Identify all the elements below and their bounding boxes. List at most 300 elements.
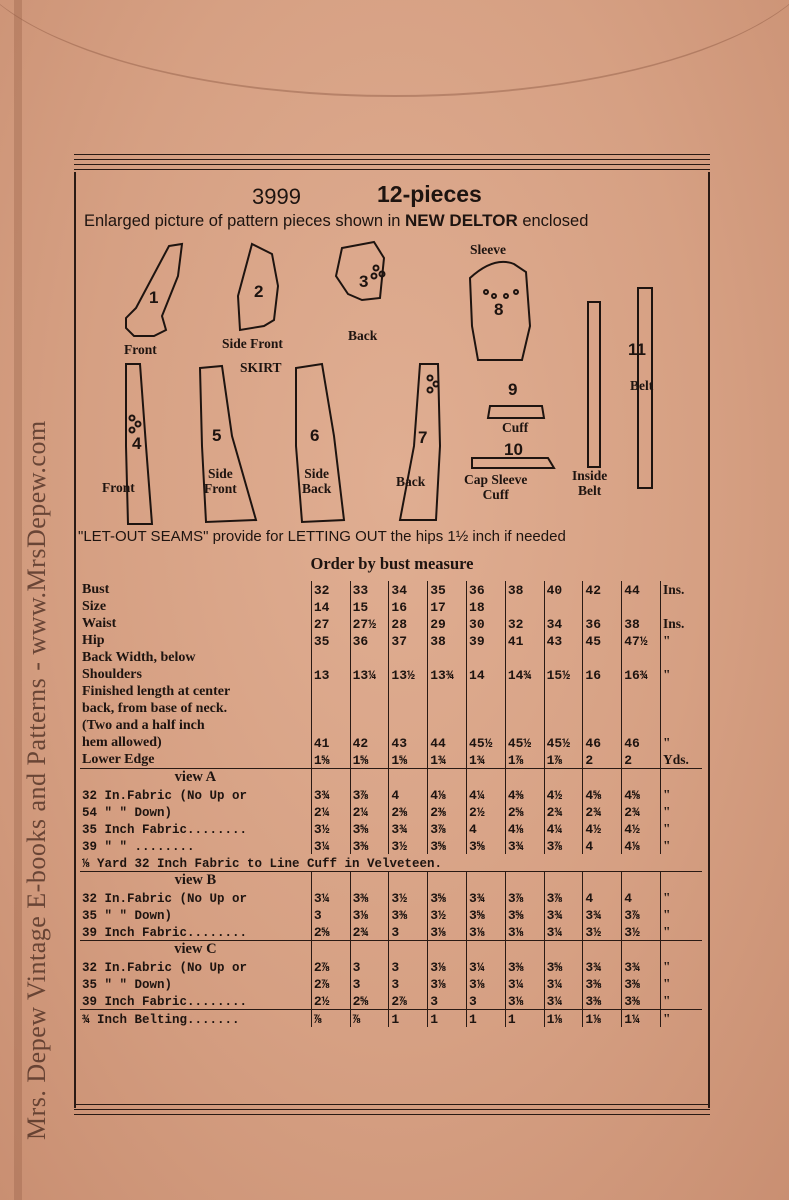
row-label: 39 Inch Fabric........ [82, 926, 248, 940]
row-label: Lower Edge [82, 752, 155, 767]
cell-value: 4½ [583, 820, 622, 837]
cell-value [311, 683, 350, 700]
cell-unit [661, 598, 703, 615]
row-label: 39 " " ........ [82, 840, 195, 854]
cell-value [389, 700, 428, 717]
cell-value: 34 [389, 581, 428, 598]
cell-empty [583, 769, 622, 787]
cell-value: 3 [350, 958, 389, 975]
cell-value: 2¾ [583, 803, 622, 820]
cell-value: 3¾ [544, 906, 583, 923]
cell-value [505, 717, 544, 734]
piece-10-label: Cap Sleeve Cuff [464, 472, 528, 502]
cell-value: 46 [583, 734, 622, 751]
cell-empty [428, 872, 467, 890]
cell-value: ⅞ [350, 1010, 389, 1028]
row-label: 39 Inch Fabric........ [82, 995, 248, 1009]
cell-value: 3¼ [544, 923, 583, 941]
cell-empty [467, 872, 506, 890]
piece-9-label: Cuff [502, 420, 529, 435]
cell-value: 3⅞ [544, 837, 583, 854]
cell-value: 3 [389, 975, 428, 992]
cell-value: 3⅞ [622, 906, 661, 923]
view-note: ⅛ Yard 32 Inch Fabric to Line Cuff in Velveteen. [82, 857, 443, 871]
cell-value [505, 683, 544, 700]
row-label: 54 " " Down) [82, 806, 173, 820]
cell-value: 15½ [544, 666, 583, 683]
cell-empty [622, 872, 661, 890]
view-title: view B [80, 872, 311, 890]
cell-value: 4 [389, 786, 428, 803]
row-label: Bust [82, 582, 110, 597]
table-row [80, 923, 702, 941]
cell-value: 42 [583, 581, 622, 598]
cell-value: 2⅜ [389, 803, 428, 820]
cell-value [467, 717, 506, 734]
row-label: Shoulders [82, 667, 142, 682]
cell-value: 13¾ [428, 666, 467, 683]
cell-value: 2⅞ [389, 992, 428, 1010]
cell-unit: Yds. [661, 751, 703, 769]
cell-value: 2⅞ [311, 975, 350, 992]
cell-value: 3¼ [467, 958, 506, 975]
table-row [80, 992, 702, 1010]
cell-value: 1¾ [467, 751, 506, 769]
cell-value [389, 649, 428, 666]
cell-value: 2¾ [622, 803, 661, 820]
pieces-count: 12-pieces [377, 181, 482, 207]
cell-value: 27 [311, 615, 350, 632]
cell-value [622, 649, 661, 666]
cell-value: 3⅞ [350, 786, 389, 803]
cell-empty [544, 769, 583, 787]
brand-name: NEW DELTOR [405, 211, 518, 230]
piece-8-label: Sleeve [470, 242, 506, 257]
cell-value: 41 [505, 632, 544, 649]
view-title: view C [80, 941, 311, 959]
cell-value: 3⅜ [389, 906, 428, 923]
cell-value [622, 700, 661, 717]
cell-value: 38 [505, 581, 544, 598]
piece-1-label: Front [124, 342, 157, 357]
cell-value: 3¾ [583, 958, 622, 975]
cell-value: 3¾ [583, 906, 622, 923]
cell-unit: " [661, 889, 703, 906]
cell-value: 4 [622, 889, 661, 906]
cell-unit: " [661, 666, 703, 683]
table-row [80, 751, 702, 769]
cell-value: 3¾ [311, 786, 350, 803]
cell-value: 17 [428, 598, 467, 615]
view-header-row [80, 941, 702, 959]
table-row [80, 906, 702, 923]
cell-value: 30 [467, 615, 506, 632]
order-title: Order by bust measure [310, 554, 474, 573]
cell-value: 3 [389, 958, 428, 975]
cell-value: 2⅝ [311, 923, 350, 941]
cell-value: 16 [389, 598, 428, 615]
table-row [80, 734, 702, 751]
cell-value: 3 [467, 992, 506, 1010]
cell-value: 40 [544, 581, 583, 598]
cell-value: 3⅜ [622, 992, 661, 1010]
cell-value: 3⅛ [467, 923, 506, 941]
cell-value: 2 [583, 751, 622, 769]
cell-unit: " [661, 975, 703, 992]
piece-11-label: Belt [630, 378, 654, 393]
cell-value: 3⅝ [428, 889, 467, 906]
cell-value: ⅞ [311, 1010, 350, 1028]
cell-value: 3⅞ [428, 820, 467, 837]
cell-value: 3⅛ [428, 975, 467, 992]
cell-empty [389, 872, 428, 890]
cell-value: 3¾ [467, 889, 506, 906]
cell-value [350, 683, 389, 700]
cell-value: 3¾ [505, 837, 544, 854]
table-row [80, 889, 702, 906]
cell-value: 33 [350, 581, 389, 598]
row-label: 32 In.Fabric (No Up or [82, 892, 248, 906]
cell-value: 1¼ [622, 1010, 661, 1028]
cell-unit: Ins. [661, 581, 703, 598]
cell-value [467, 683, 506, 700]
cell-value: 3⅜ [350, 889, 389, 906]
cell-value: 1⅛ [583, 1010, 622, 1028]
cell-value: 3⅜ [622, 975, 661, 992]
cell-empty [505, 872, 544, 890]
cell-value [505, 700, 544, 717]
table-row [80, 837, 702, 854]
piece-3-label: Back [348, 328, 378, 343]
cell-value: 2⅝ [350, 992, 389, 1010]
cell-value [544, 700, 583, 717]
cell-value: 2½ [467, 803, 506, 820]
cell-value: 3½ [622, 923, 661, 941]
cell-empty [622, 769, 661, 787]
cell-empty [311, 769, 350, 787]
cell-empty [467, 941, 506, 959]
cell-value [505, 598, 544, 615]
cell-value: 3⅛ [350, 906, 389, 923]
cell-value [583, 717, 622, 734]
cell-unit [661, 649, 703, 666]
cell-value: 36 [350, 632, 389, 649]
cell-value: 1 [428, 1010, 467, 1028]
measurement-table [80, 581, 702, 1027]
measurement-table-wrap [80, 581, 702, 1027]
cell-value: 45½ [467, 734, 506, 751]
cell-value [544, 649, 583, 666]
cell-empty [505, 769, 544, 787]
row-label: Waist [82, 616, 117, 631]
instruction-frame [74, 154, 710, 1126]
cell-unit: Ins. [661, 615, 703, 632]
cell-value: 3⅜ [505, 958, 544, 975]
cell-value: 3⅝ [467, 906, 506, 923]
cell-value [544, 683, 583, 700]
table-row [80, 632, 702, 649]
cell-empty [544, 872, 583, 890]
cell-value: 3⅝ [505, 906, 544, 923]
cell-value: 39 [467, 632, 506, 649]
cell-value: 1⅝ [311, 751, 350, 769]
let-out-seams-note: "LET-OUT SEAMS" provide for LETTING OUT the hips 1½ inch if needed [78, 528, 566, 545]
cell-value: 2¾ [544, 803, 583, 820]
cell-value: 44 [622, 581, 661, 598]
cell-value [428, 683, 467, 700]
cell-value [583, 649, 622, 666]
cell-value: 38 [428, 632, 467, 649]
cell-value [467, 700, 506, 717]
piece-1-number: 1 [149, 288, 159, 307]
piece-10-number: 10 [504, 440, 523, 459]
cell-value: 3½ [389, 837, 428, 854]
row-label: (Two and a half inch [82, 718, 205, 733]
cell-value: 1⅞ [544, 751, 583, 769]
cell-value [311, 717, 350, 734]
cell-value: 4½ [622, 820, 661, 837]
cell-value: 3½ [389, 889, 428, 906]
view-note-row [80, 854, 702, 872]
cell-unit: " [661, 786, 703, 803]
cell-empty [350, 872, 389, 890]
cell-value: 2⅜ [428, 803, 467, 820]
cell-value [428, 717, 467, 734]
cell-value: 47½ [622, 632, 661, 649]
cell-value [622, 598, 661, 615]
cell-value: 3⅛ [428, 958, 467, 975]
cell-value: 27½ [350, 615, 389, 632]
piece-8-number: 8 [494, 300, 504, 319]
piece-5-number: 5 [212, 426, 222, 445]
watermark-text: Mrs. Depew Vintage E-books and Patterns - www.MrsDepew.com [22, 420, 51, 1140]
cell-value [428, 649, 467, 666]
piece-3-number: 3 [359, 272, 369, 291]
cell-unit: " [661, 906, 703, 923]
cell-value: 14¾ [505, 666, 544, 683]
cell-value: 1⅝ [350, 751, 389, 769]
pattern-pieces-illustration [74, 236, 710, 526]
cell-value: 1⅝ [389, 751, 428, 769]
envelope-edge [14, 0, 22, 1200]
cell-value: 38 [622, 615, 661, 632]
cell-value [311, 649, 350, 666]
view-title: view A [80, 769, 311, 787]
cell-value: 4⅛ [428, 786, 467, 803]
piece-6-skirt-side-back-shape [296, 364, 344, 522]
cell-unit: " [661, 923, 703, 941]
table-row [80, 786, 702, 803]
table-row [80, 649, 702, 666]
cell-value: 16¾ [622, 666, 661, 683]
table-row [80, 700, 702, 717]
cell-value: 1 [505, 1010, 544, 1028]
piece-9-cuff-shape [488, 406, 544, 418]
cell-value: 3⅜ [350, 837, 389, 854]
cell-value: 3¾ [389, 820, 428, 837]
cell-value: 44 [428, 734, 467, 751]
view-header-row [80, 769, 702, 787]
cell-unit [661, 700, 703, 717]
row-label: Hip [82, 633, 105, 648]
piece-6-number: 6 [310, 426, 320, 445]
table-row [80, 598, 702, 615]
piece-11-number: 11 [628, 340, 646, 359]
cell-value: 4¼ [467, 786, 506, 803]
cell-value [505, 649, 544, 666]
piece-6-label: Side Back [302, 466, 332, 496]
piece-2-label: Side Front [222, 336, 283, 351]
cell-value [544, 598, 583, 615]
cell-value: 3¼ [311, 837, 350, 854]
cell-empty [389, 769, 428, 787]
cell-value: 14 [311, 598, 350, 615]
row-label: 32 In.Fabric (No Up or [82, 789, 248, 803]
cell-value [583, 598, 622, 615]
cell-value: 3⅛ [505, 923, 544, 941]
cell-value: 13½ [389, 666, 428, 683]
cell-value: 3½ [311, 820, 350, 837]
row-label: 35 " " Down) [82, 978, 173, 992]
cell-value: 45 [583, 632, 622, 649]
cell-value: 35 [428, 581, 467, 598]
skirt-label: SKIRT [240, 360, 282, 375]
cell-empty [428, 941, 467, 959]
cell-value: 2⅞ [311, 958, 350, 975]
cell-value: 1⅛ [544, 1010, 583, 1028]
row-label: 35 " " Down) [82, 909, 173, 923]
row-label: Size [82, 599, 107, 614]
cell-value: 3¼ [544, 992, 583, 1010]
cell-value: 3 [428, 992, 467, 1010]
cell-value [311, 700, 350, 717]
table-row [80, 803, 702, 820]
table-row [80, 683, 702, 700]
piece-9-number: 9 [508, 380, 518, 399]
cell-empty [350, 941, 389, 959]
cell-value: 4⅛ [505, 820, 544, 837]
cell-value: 3 [311, 906, 350, 923]
cell-value: 36 [583, 615, 622, 632]
cell-value [428, 700, 467, 717]
cell-empty [583, 941, 622, 959]
inside-belt-label: Inside Belt [572, 468, 608, 498]
cell-value [350, 717, 389, 734]
cell-empty [544, 941, 583, 959]
cell-unit: " [661, 837, 703, 854]
cell-value: 15 [350, 598, 389, 615]
cell-empty [505, 941, 544, 959]
cell-value [622, 683, 661, 700]
cell-value: 29 [428, 615, 467, 632]
cell-empty [661, 872, 703, 890]
view-header-row [80, 872, 702, 890]
cell-unit: " [661, 992, 703, 1010]
cell-value: 2¾ [350, 923, 389, 941]
cell-value: 3⅛ [428, 923, 467, 941]
piece-7-number: 7 [418, 428, 428, 447]
cell-value: 43 [544, 632, 583, 649]
cell-value: 3⅞ [505, 889, 544, 906]
piece-inside-belt-shape [588, 302, 600, 467]
cell-value: 45½ [544, 734, 583, 751]
cell-value: 13 [311, 666, 350, 683]
cell-unit: " [661, 803, 703, 820]
row-label: back, from base of neck. [82, 701, 228, 716]
cell-value: 41 [311, 734, 350, 751]
cell-value: 4 [467, 820, 506, 837]
cell-value: 46 [622, 734, 661, 751]
cell-value: 3⅝ [428, 837, 467, 854]
table-row [80, 615, 702, 632]
cell-value: 3⅝ [467, 837, 506, 854]
cell-value: 2¼ [350, 803, 389, 820]
cell-value: 45½ [505, 734, 544, 751]
cell-value: 2½ [311, 992, 350, 1010]
cell-value: 32 [505, 615, 544, 632]
cell-value [544, 717, 583, 734]
row-label: 32 In.Fabric (No Up or [82, 961, 248, 975]
cell-value [622, 717, 661, 734]
row-label: hem allowed) [82, 735, 162, 750]
table-row [80, 1010, 702, 1028]
cell-empty [583, 872, 622, 890]
cell-value: 3¾ [622, 958, 661, 975]
header-subtitle: Enlarged picture of pattern pieces shown in NEW DELTOR enclosed [84, 211, 589, 230]
cell-value: 4⅝ [622, 786, 661, 803]
pattern-number: 3999 [252, 184, 301, 209]
cell-value: 14 [467, 666, 506, 683]
cell-empty [467, 769, 506, 787]
cell-value: 2 [622, 751, 661, 769]
cell-value: 3½ [583, 923, 622, 941]
cell-value: 3¼ [311, 889, 350, 906]
cell-empty [350, 769, 389, 787]
cell-empty [661, 941, 703, 959]
cell-value: 16 [583, 666, 622, 683]
cell-empty [428, 769, 467, 787]
table-row [80, 820, 702, 837]
piece-5-skirt-side-front-shape [200, 366, 256, 522]
table-row [80, 717, 702, 734]
cell-value: 36 [467, 581, 506, 598]
cell-value: 3 [389, 923, 428, 941]
cell-value: 18 [467, 598, 506, 615]
piece-7-label: Back [396, 474, 426, 489]
cell-value: 37 [389, 632, 428, 649]
cell-value: 4 [583, 889, 622, 906]
cell-value: 1⅞ [505, 751, 544, 769]
cell-value: 4 [583, 837, 622, 854]
table-row [80, 975, 702, 992]
cell-empty [622, 941, 661, 959]
cell-value: 3¼ [505, 975, 544, 992]
cell-empty [661, 769, 703, 787]
cell-value: 3⅜ [583, 975, 622, 992]
cell-unit [661, 717, 703, 734]
cell-value: 1 [389, 1010, 428, 1028]
cell-value: 4⅜ [505, 786, 544, 803]
cell-value [583, 683, 622, 700]
cell-value: 1 [467, 1010, 506, 1028]
cell-value: 3⅝ [350, 820, 389, 837]
cell-value: 1¾ [428, 751, 467, 769]
cell-unit: " [661, 820, 703, 837]
cell-value: 2⅝ [505, 803, 544, 820]
cell-unit: " [661, 1010, 703, 1028]
cell-value: 43 [389, 734, 428, 751]
table-row [80, 666, 702, 683]
